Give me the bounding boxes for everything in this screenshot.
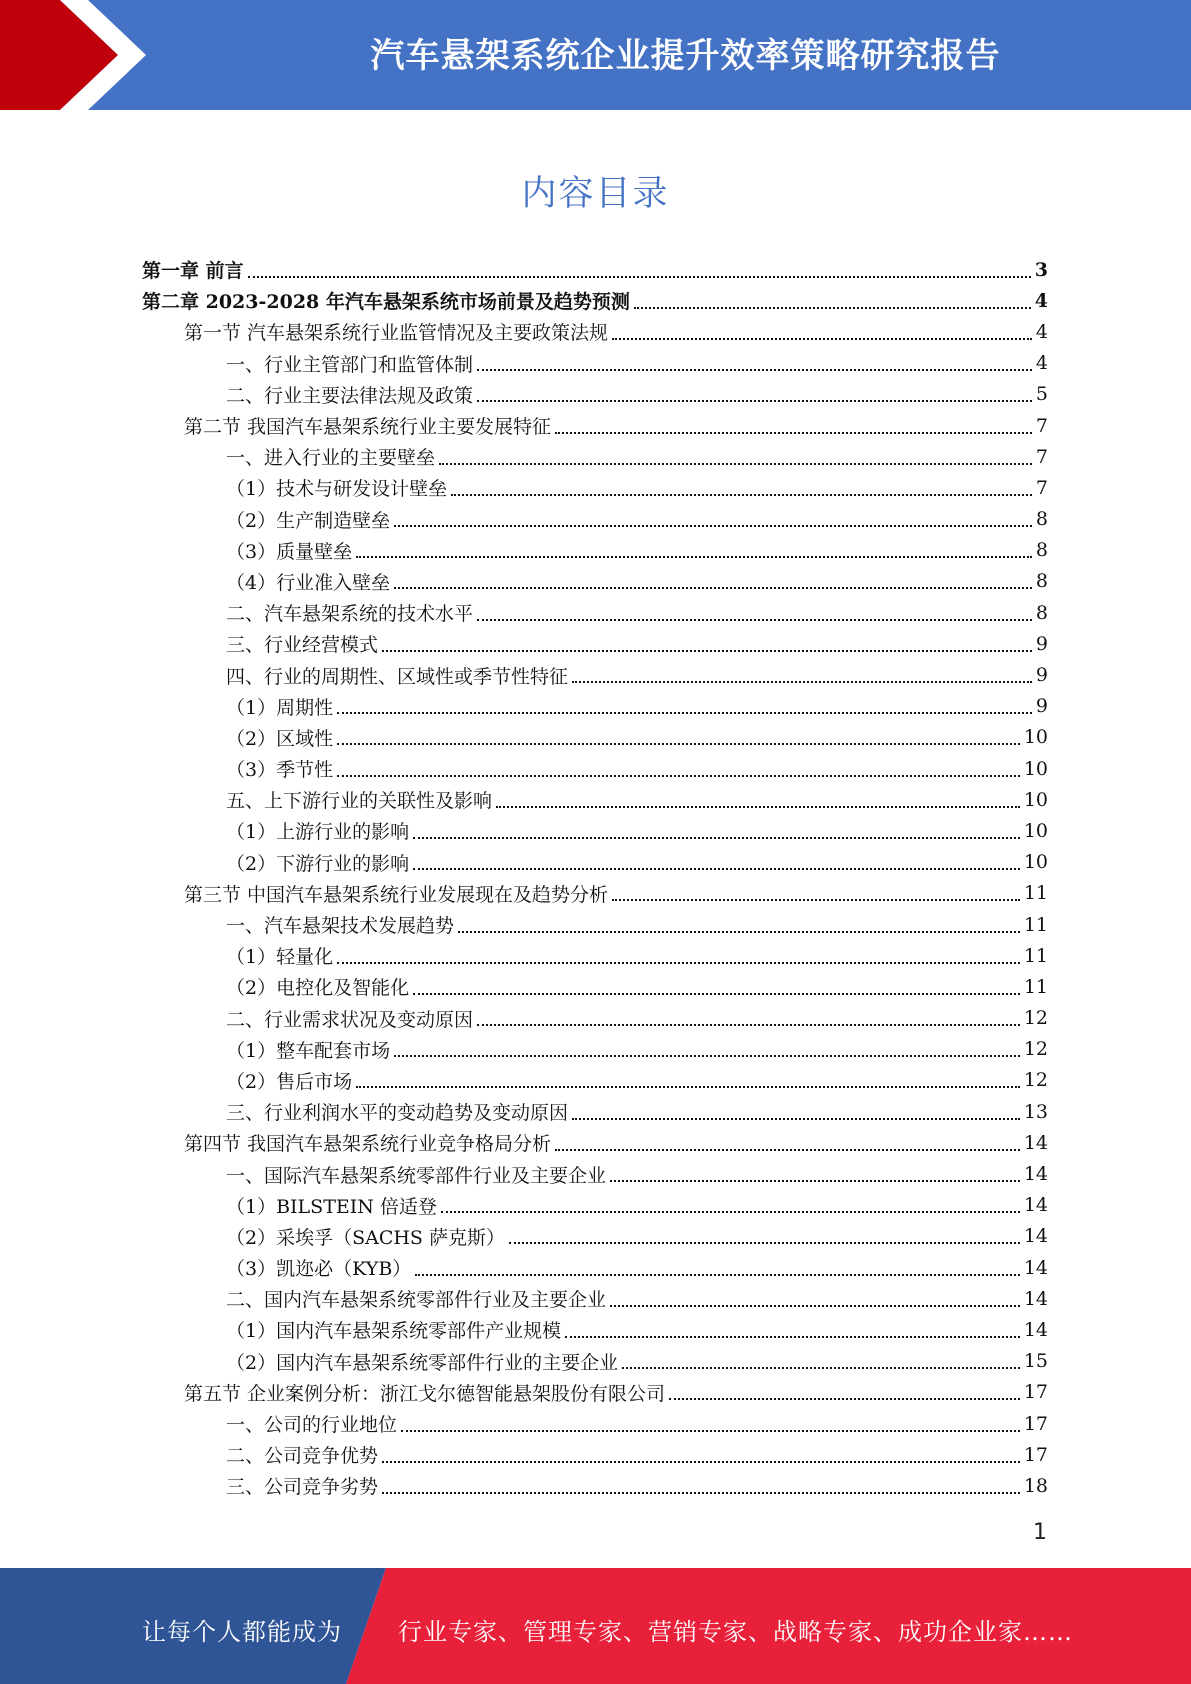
toc-entry-page: 13	[1023, 1100, 1048, 1123]
toc-dot-leader	[394, 1055, 1020, 1057]
toc-entry-page: 14	[1023, 1256, 1048, 1279]
toc-entry[interactable]	[142, 909, 1048, 940]
toc-entry[interactable]	[142, 441, 1048, 472]
toc-dot-leader	[356, 556, 1032, 558]
toc-entry-label: 三、公司竞争劣势	[226, 1476, 379, 1499]
report-title: 汽车悬架系统企业提升效率策略研究报告	[370, 36, 1001, 76]
header-banner	[0, 0, 1191, 110]
toc-entry[interactable]	[142, 566, 1048, 597]
toc-entry-page: 7	[1035, 445, 1048, 468]
toc-entry-label: 二、行业主要法律法规及政策	[226, 384, 474, 407]
toc-entry-label: （2）下游行业的影响	[226, 852, 410, 875]
toc-entry[interactable]	[142, 1439, 1048, 1470]
toc-entry-page: 14	[1023, 1163, 1048, 1186]
toc-entry-page: 11	[1023, 913, 1048, 936]
toc-entry[interactable]	[142, 1034, 1048, 1065]
toc-entry-label: （1）整车配套市场	[226, 1039, 391, 1062]
toc-dot-leader	[565, 1336, 1020, 1338]
toc-entry[interactable]	[142, 1346, 1048, 1377]
toc-dot-leader	[382, 1461, 1020, 1463]
toc-entry-label: （1）技术与研发设计壁垒	[226, 478, 448, 501]
toc-dot-leader	[413, 993, 1020, 995]
toc-dot-leader	[394, 525, 1032, 527]
toc-entry-label: 一、行业主管部门和监管体制	[226, 353, 474, 376]
toc-entry[interactable]	[142, 379, 1048, 410]
toc-entry-label: （2）生产制造壁垒	[226, 509, 391, 532]
toc-entry[interactable]	[142, 254, 1048, 285]
toc-dot-leader	[477, 1024, 1020, 1026]
toc-entry-label: （3）凯迩必（KYB）	[226, 1258, 412, 1281]
toc-entry[interactable]	[142, 1190, 1048, 1221]
toc-entry-label: （2）国内汽车悬架系统零部件行业的主要企业	[226, 1351, 619, 1374]
toc-entry-label: 一、公司的行业地位	[226, 1414, 398, 1437]
toc-entry[interactable]	[142, 847, 1048, 878]
toc-entry-label: （1）BILSTEIN 倍适登	[226, 1195, 437, 1218]
toc-entry[interactable]	[142, 472, 1048, 503]
toc-entry-page: 14	[1023, 1287, 1048, 1310]
toc-dot-leader	[477, 400, 1032, 402]
toc-entry-page: 9	[1035, 695, 1048, 718]
toc-entry-page: 11	[1023, 882, 1048, 905]
toc-entry-label: （2）电控化及智能化	[226, 977, 410, 1000]
toc-entry-label: 一、汽车悬架技术发展趋势	[226, 915, 455, 938]
toc-dot-leader	[382, 650, 1032, 652]
toc-entry[interactable]	[142, 659, 1048, 690]
toc-entry[interactable]	[142, 628, 1048, 659]
toc-entry-label: 一、国际汽车悬架系统零部件行业及主要企业	[226, 1164, 607, 1187]
toc-dot-leader	[610, 1180, 1020, 1182]
toc-entry-page: 14	[1023, 1225, 1048, 1248]
toc-entry-page: 10	[1023, 788, 1048, 811]
header-arrow-decoration	[0, 0, 160, 110]
toc-dot-leader	[441, 1211, 1020, 1213]
toc-entry[interactable]	[142, 971, 1048, 1002]
toc-entry-page: 11	[1023, 944, 1048, 967]
toc-dot-leader	[572, 681, 1032, 683]
toc-entry[interactable]	[142, 1096, 1048, 1127]
toc-entry[interactable]	[142, 784, 1048, 815]
toc-entry[interactable]	[142, 316, 1048, 347]
toc-dot-leader	[612, 899, 1020, 901]
toc-entry-label: （2）售后市场	[226, 1070, 353, 1093]
toc-entry-page: 12	[1023, 1069, 1048, 1092]
toc-entry-label: 三、行业利润水平的变动趋势及变动原因	[226, 1102, 569, 1125]
toc-entry-page: 7	[1035, 414, 1048, 437]
toc-entry-page: 8	[1035, 601, 1048, 624]
toc-dot-leader	[555, 1149, 1020, 1151]
toc-entry[interactable]	[142, 1003, 1048, 1034]
toc-dot-leader	[572, 1118, 1020, 1120]
toc-entry-label: 五、上下游行业的关联性及影响	[226, 790, 493, 813]
toc-entry-label: （3）质量壁垒	[226, 540, 353, 563]
toc-entry[interactable]	[142, 1470, 1048, 1501]
toc-dot-leader	[413, 837, 1020, 839]
toc-entry-label: 第五节 企业案例分析：浙江戈尔德智能悬架股份有限公司	[184, 1382, 666, 1405]
footer-slogan-right: 行业专家、管理专家、营销专家、战略专家、成功企业家……	[398, 1618, 1073, 1646]
toc-entry-label: （4）行业准入壁垒	[226, 571, 391, 594]
toc-entry[interactable]	[142, 1158, 1048, 1189]
toc-entry-label: 第三节 中国汽车悬架系统行业发展现在及趋势分析	[184, 883, 609, 906]
toc-dot-leader	[612, 338, 1032, 340]
toc-entry[interactable]	[142, 1377, 1048, 1408]
toc-entry-label: 第一章 前言	[142, 260, 244, 283]
toc-entry-page: 7	[1035, 476, 1048, 499]
toc-dot-leader	[439, 463, 1032, 465]
toc-entry-page: 15	[1023, 1350, 1048, 1373]
toc-dot-leader	[337, 712, 1032, 714]
toc-entry-page: 11	[1023, 975, 1048, 998]
toc-entry-page: 4	[1034, 289, 1048, 312]
toc-entry[interactable]	[142, 722, 1048, 753]
toc-dot-leader	[337, 775, 1020, 777]
toc-dot-leader	[451, 494, 1032, 496]
footer-slogan-left: 让每个人都能成为	[142, 1618, 342, 1646]
toc-entry-page: 4	[1035, 320, 1048, 343]
toc-entry-label: 第二章 2023-2028 年汽车悬架系统市场前景及趋势预测	[142, 291, 630, 314]
toc-entry-page: 10	[1023, 819, 1048, 842]
toc-entry-label: （1）国内汽车悬架系统零部件产业规模	[226, 1320, 562, 1343]
toc-dot-leader	[458, 931, 1020, 933]
toc-dot-leader	[477, 619, 1032, 621]
toc-entry[interactable]	[142, 815, 1048, 846]
footer-banner	[0, 1568, 1191, 1684]
toc-dot-leader	[413, 868, 1020, 870]
toc-entry-page: 8	[1035, 570, 1048, 593]
toc-dot-leader	[669, 1398, 1020, 1400]
toc-entry[interactable]	[142, 1283, 1048, 1314]
toc-entry-label: （2）区域性	[226, 727, 334, 750]
toc-dot-leader	[509, 1242, 1020, 1244]
toc-dot-leader	[337, 962, 1020, 964]
toc-dot-leader	[610, 1305, 1020, 1307]
toc-entry[interactable]	[142, 1065, 1048, 1096]
toc-entry-label: （1）轻量化	[226, 946, 334, 969]
toc-entry-label: 二、国内汽车悬架系统零部件行业及主要企业	[226, 1289, 607, 1312]
toc-entry-label: 第二节 我国汽车悬架系统行业主要发展特征	[184, 416, 552, 439]
toc-dot-leader	[401, 1430, 1020, 1432]
toc-entry-page: 12	[1023, 1007, 1048, 1030]
toc-dot-leader	[496, 806, 1020, 808]
toc-entry-page: 14	[1023, 1318, 1048, 1341]
toc-entry[interactable]	[142, 285, 1048, 316]
toc-entry-page: 14	[1023, 1131, 1048, 1154]
toc-dot-leader	[337, 743, 1020, 745]
toc-entry-label: 四、行业的周期性、区域性或季节性特征	[226, 665, 569, 688]
toc-entry-page: 9	[1035, 664, 1048, 687]
toc-entry-label: 二、公司竞争优势	[226, 1445, 379, 1468]
toc-entry-label: （1）周期性	[226, 696, 334, 719]
toc-entry[interactable]	[142, 535, 1048, 566]
toc-heading: 内容目录	[521, 174, 670, 214]
toc-entry-page: 18	[1023, 1474, 1048, 1497]
toc-entry-page: 5	[1035, 383, 1048, 406]
table-of-contents	[142, 254, 1048, 1502]
toc-dot-leader	[634, 307, 1031, 309]
toc-entry-label: （2）采埃孚（SACHS 萨克斯）	[226, 1226, 505, 1249]
toc-dot-leader	[394, 587, 1032, 589]
toc-entry[interactable]	[142, 1252, 1048, 1283]
toc-entry-label: 二、行业需求状况及变动原因	[226, 1008, 474, 1031]
toc-entry[interactable]	[142, 1314, 1048, 1345]
toc-entry-label: 第一节 汽车悬架系统行业监管情况及主要政策法规	[184, 322, 609, 345]
toc-dot-leader	[356, 1086, 1020, 1088]
toc-entry-page: 17	[1023, 1412, 1048, 1435]
toc-dot-leader	[382, 1492, 1020, 1494]
toc-entry[interactable]	[142, 940, 1048, 971]
page-number: 1	[1033, 1520, 1047, 1545]
toc-entry[interactable]	[142, 878, 1048, 909]
toc-entry[interactable]	[142, 753, 1048, 784]
toc-entry-page: 8	[1035, 508, 1048, 531]
toc-entry-page: 10	[1023, 851, 1048, 874]
toc-entry-label: 二、汽车悬架系统的技术水平	[226, 603, 474, 626]
toc-entry[interactable]	[142, 1408, 1048, 1439]
toc-entry[interactable]	[142, 1127, 1048, 1158]
toc-entry-label: 一、进入行业的主要壁垒	[226, 447, 436, 470]
toc-dot-leader	[477, 369, 1032, 371]
toc-entry-page: 9	[1035, 632, 1048, 655]
toc-entry[interactable]	[142, 504, 1048, 535]
toc-entry-page: 10	[1023, 757, 1048, 780]
toc-entry[interactable]	[142, 691, 1048, 722]
toc-entry-page: 3	[1034, 258, 1048, 281]
toc-entry-page: 10	[1023, 726, 1048, 749]
toc-entry[interactable]	[142, 597, 1048, 628]
toc-entry[interactable]	[142, 1221, 1048, 1252]
toc-entry-page: 14	[1023, 1194, 1048, 1217]
toc-entry-page: 12	[1023, 1038, 1048, 1061]
toc-entry-label: 第四节 我国汽车悬架系统行业竞争格局分析	[184, 1133, 552, 1156]
toc-entry[interactable]	[142, 410, 1048, 441]
toc-entry-page: 17	[1023, 1381, 1048, 1404]
toc-entry-label: （1）上游行业的影响	[226, 821, 410, 844]
toc-dot-leader	[622, 1367, 1020, 1369]
toc-entry-page: 8	[1035, 539, 1048, 562]
toc-entry-label: （3）季节性	[226, 759, 334, 782]
toc-entry-page: 17	[1023, 1443, 1048, 1466]
toc-entry-label: 三、行业经营模式	[226, 634, 379, 657]
toc-entry-page: 4	[1035, 352, 1048, 375]
toc-dot-leader	[555, 432, 1032, 434]
toc-entry[interactable]	[142, 348, 1048, 379]
toc-dot-leader	[415, 1274, 1020, 1276]
toc-dot-leader	[248, 276, 1031, 278]
